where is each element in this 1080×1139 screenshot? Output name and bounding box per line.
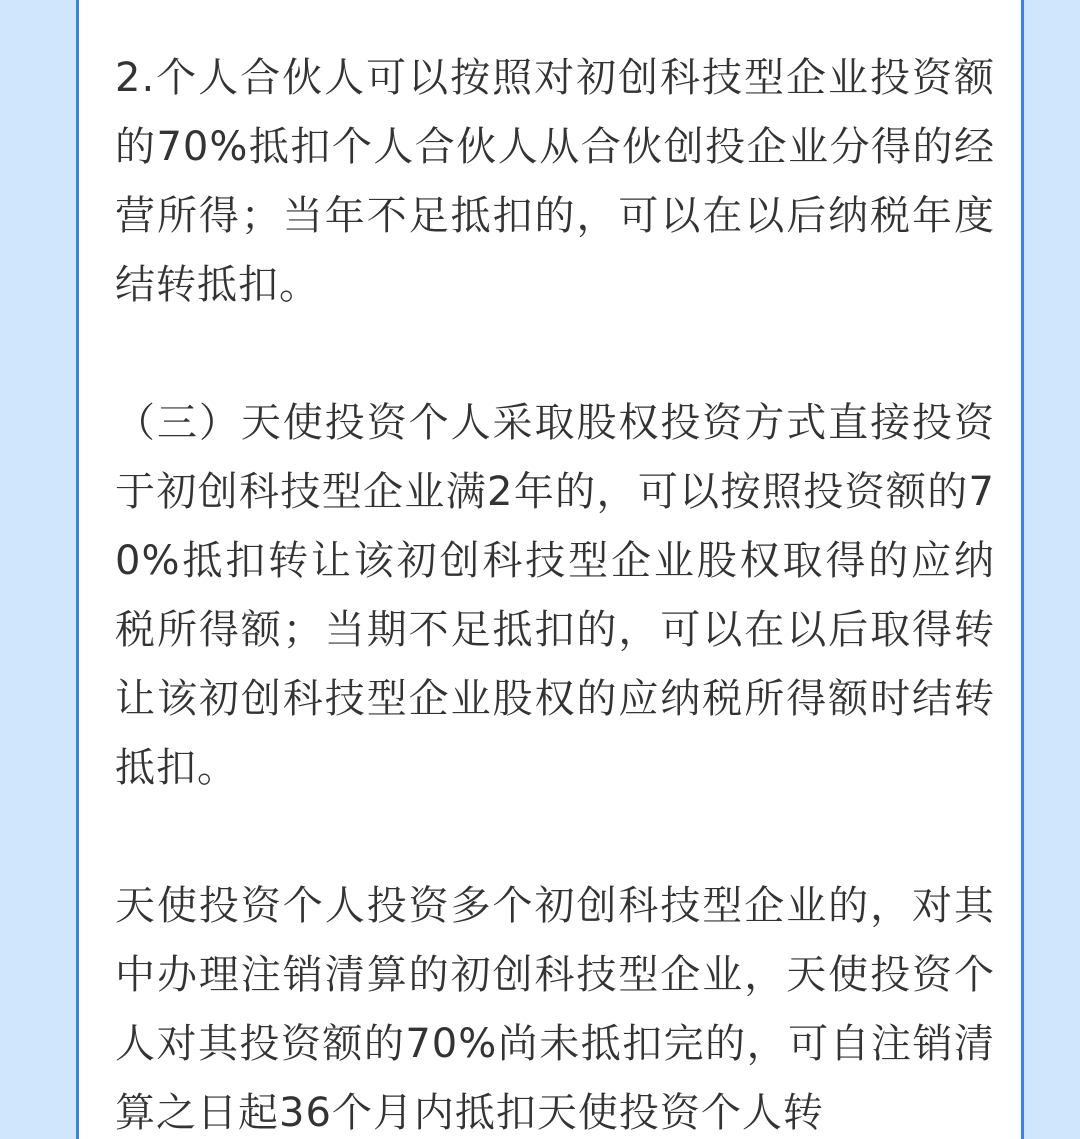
paragraph-angel-investor-deduction: （三）天使投资个人采取股权投资方式直接投资于初创科技型企业满2年的，可以按照投资额的70%抵扣转让该初创科技型企业股权取得的应纳税所得额；当期不足抵扣的，可以在以后取得转让该初创科技型企业股权的应纳税所得额时结转抵扣。 xyxy=(115,400,995,791)
article-body xyxy=(115,44,995,1139)
paragraph-liquidation-deduction: 天使投资个人投资多个初创科技型企业的，对其中办理注销清算的初创科技型企业，天使投资个人对其投资额的70%尚未抵扣完的，可自注销清算之日起36个月内抵扣天使投资个人转 xyxy=(115,883,995,1136)
paragraph-partner-deduction: 2.个人合伙人可以按照对初创科技型企业投资额的70%抵扣个人合伙人从合伙创投企业分得的经营所得；当年不足抵扣的，可以在以后纳税年度结转抵扣。 xyxy=(115,55,995,308)
article-card xyxy=(76,0,1024,1139)
